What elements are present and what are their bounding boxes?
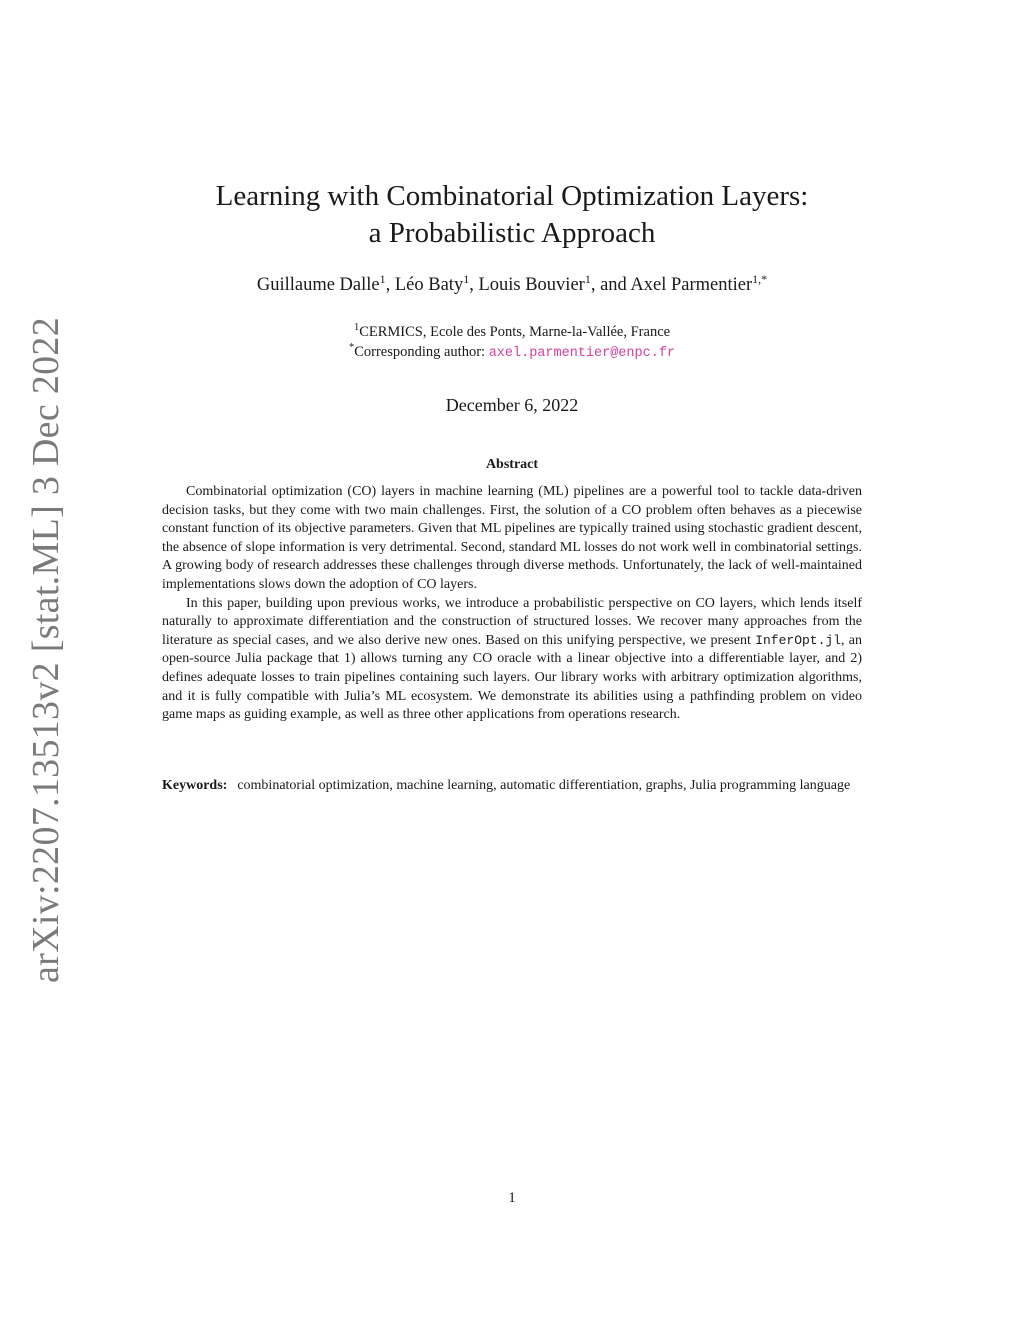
corresponding-author-line bbox=[162, 342, 862, 364]
abstract-paragraph-1: Combinatorial optimization (CO) layers in machine learning (ML) pipelines are a powerful tool to tackle data-driven decision tasks, but they come with two main challenges. First, the solution of a CO problem often behaves as a piecewise constant function of its objective parameters. Given that ML pipelines are typically trained using stochastic gradient descent, the absence of slope information is very detrimental. Second, standard ML losses do not work well in combinatorial settings. A growing body of research addresses these challenges through diverse methods. Unfortunately, the lack of well-maintained implementations slows down the adoption of CO layers. bbox=[162, 484, 862, 592]
affiliation-line bbox=[162, 322, 862, 342]
author-separator: , and bbox=[590, 275, 631, 295]
author-name: Léo Baty bbox=[394, 275, 464, 295]
author-name: Louis Bouvier bbox=[478, 275, 585, 295]
affiliation-text: CERMICS, Ecole des Ponts, Marne-la-Vallée, France bbox=[359, 324, 671, 340]
author-separator: , bbox=[469, 275, 479, 295]
author-affil-mark: 1 bbox=[463, 272, 470, 286]
abstract-heading: Abstract bbox=[485, 457, 539, 472]
affiliations bbox=[162, 322, 862, 364]
author-name: Axel Parmentier bbox=[630, 275, 753, 295]
package-name: InferOpt.jl bbox=[755, 632, 842, 648]
abstract-paragraph-2 bbox=[162, 595, 862, 725]
corresponding-label: Corresponding author: bbox=[354, 344, 489, 360]
keywords bbox=[162, 777, 862, 796]
abstract-text: In this paper, building upon previous works, we introduce a probabilistic perspective on CO layers, which lends itself naturally to approximate differentiation and the construction of structured losses. We recover many approaches from the literature as special cases, and we also derive new ones. Based on this unifying perspective, we present bbox=[162, 595, 862, 648]
paper-date: December 6, 2022 bbox=[445, 395, 579, 415]
corresponding-email-link[interactable]: axel.parmentier@enpc.fr bbox=[488, 346, 676, 361]
paper-title bbox=[162, 178, 862, 252]
author-name: Guillaume Dalle bbox=[256, 275, 380, 295]
arxiv-stamp[interactable]: arXiv:2207.13513v2 [stat.ML] 3 Dec 2022 bbox=[25, 316, 67, 984]
page-number: 1 bbox=[508, 1190, 516, 1206]
author-affil-mark: 1,* bbox=[752, 272, 768, 286]
abstract-body bbox=[162, 483, 862, 725]
title-line-1: Learning with Combinatorial Optimization Layers: bbox=[215, 180, 809, 212]
author-affil-mark: 1 bbox=[584, 272, 591, 286]
keywords-label: Keywords: bbox=[162, 778, 228, 793]
title-line-2: a Probabilistic Approach bbox=[368, 217, 656, 249]
author-affil-mark: 1 bbox=[379, 272, 386, 286]
abstract-text: , an open-source Julia package that 1) allows turning any CO oracle with a linear objective into a differentiable layer, and 2) defines adequate losses to train pipelines containing such layers. Our library works with arbitrary optimization algorithms, and it is fully compatible with Julia’s ML ecosystem. We demonstrate its abilities using a pathfinding problem on video game maps as guiding example, as well as three other applications from operations research. bbox=[162, 632, 863, 723]
author-separator: , bbox=[385, 275, 395, 295]
affiliation-mark: 1 bbox=[353, 322, 360, 333]
author-list bbox=[162, 273, 862, 297]
corresponding-mark: * bbox=[348, 342, 355, 353]
keywords-text: combinatorial optimization, machine learning, automatic differentiation, graphs, Julia programming language bbox=[237, 778, 851, 793]
